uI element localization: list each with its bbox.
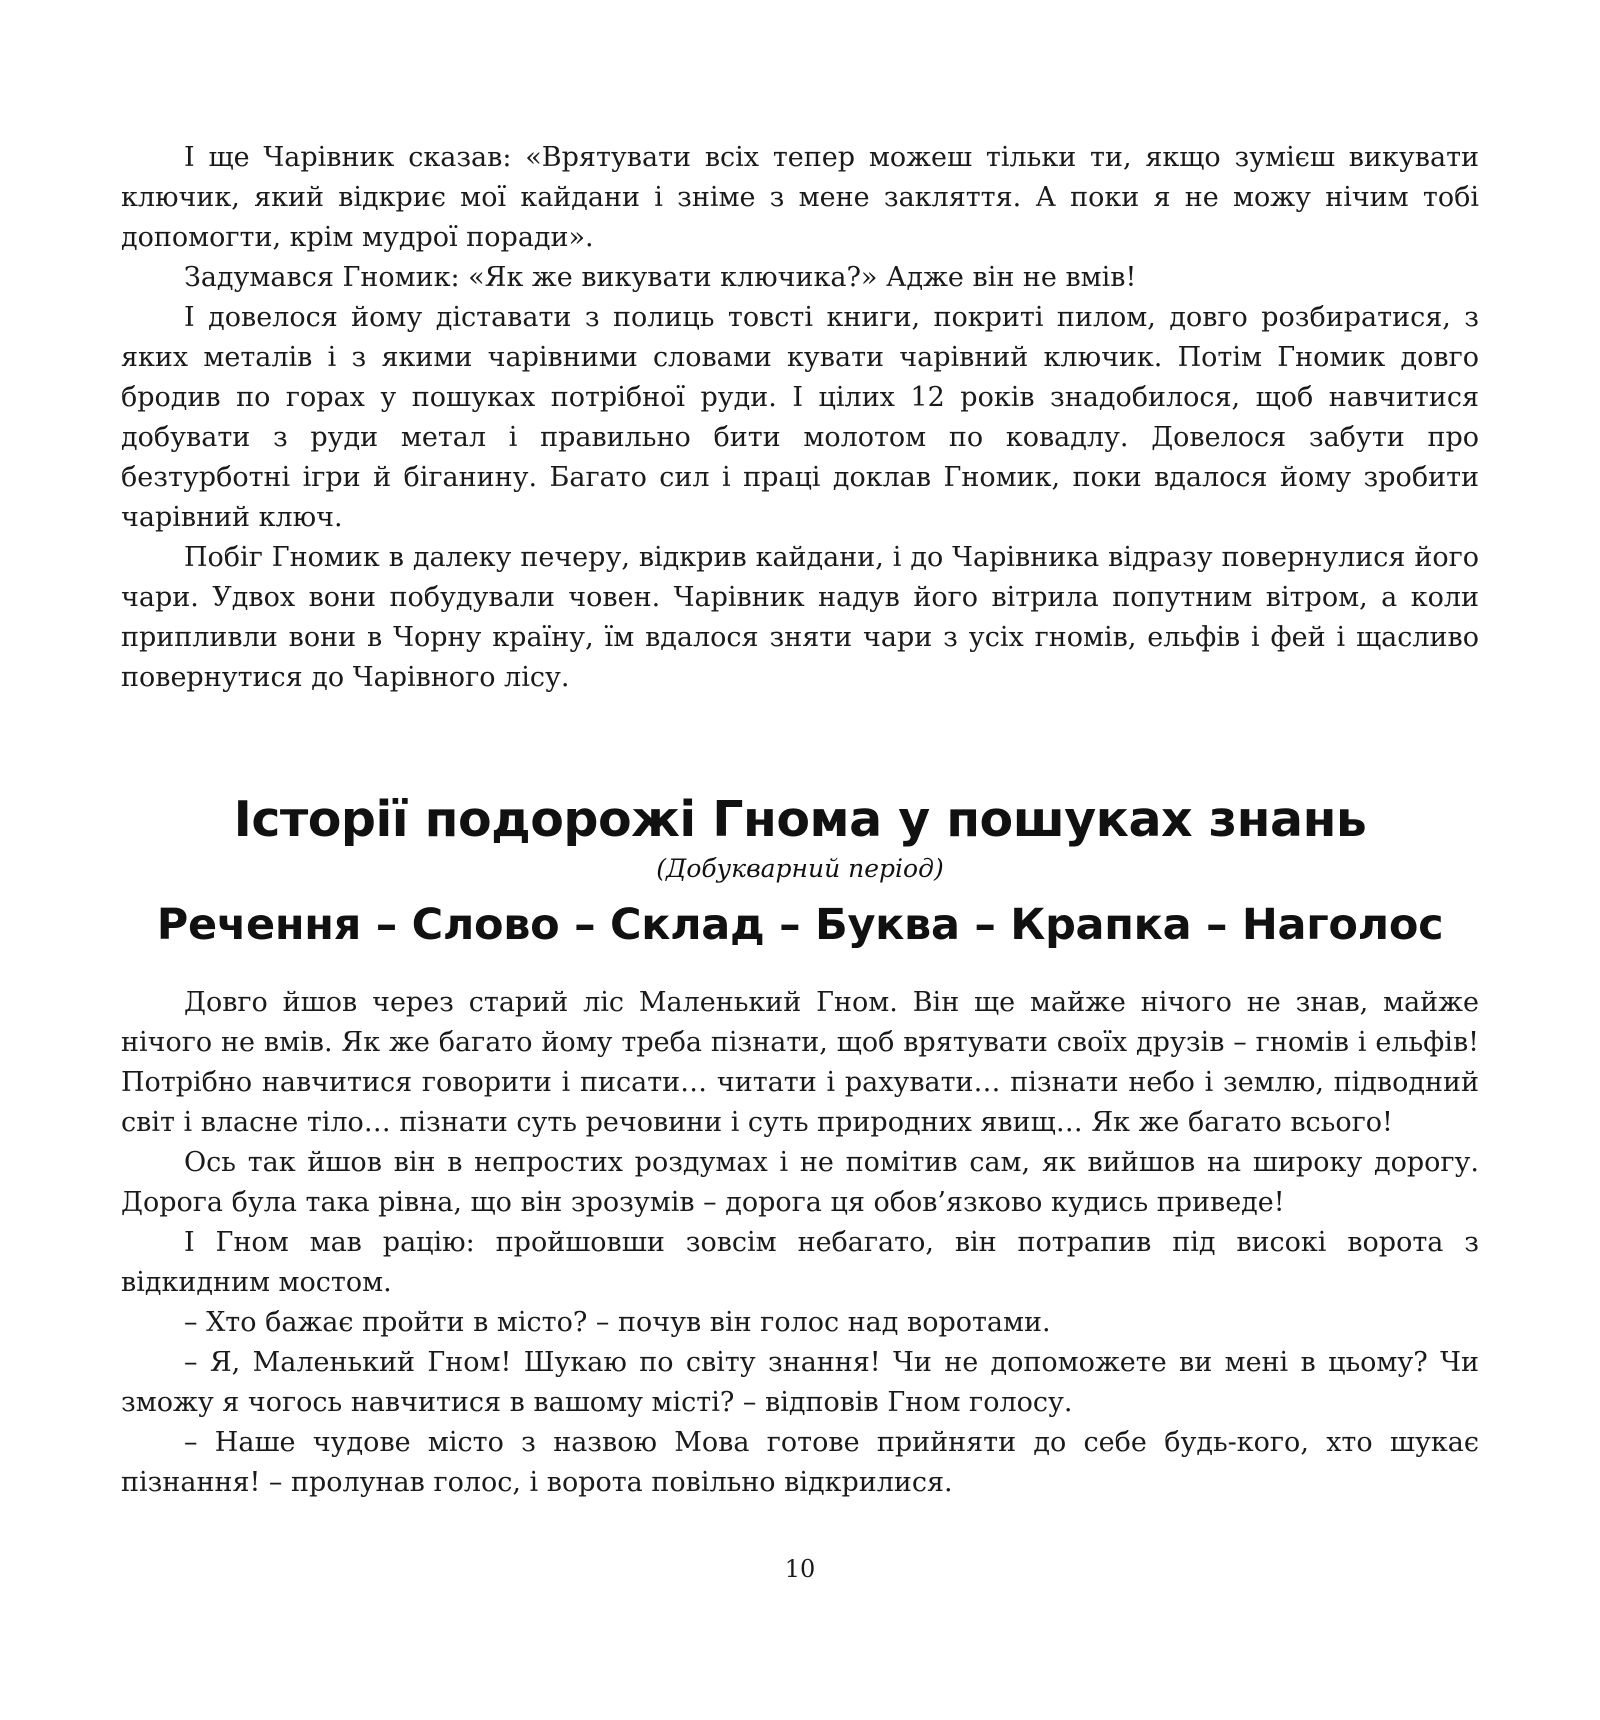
paragraph: Задумався Гномик: «Як же викувати ключика?» Адже він не вмів! — [184, 262, 1137, 293]
paragraph: – Хто бажає пройти в місто? – почув він голос над воротами. — [184, 1307, 1051, 1338]
story-text — [121, 983, 1479, 1503]
paragraph: Ось так йшов він в непростих роздумах і не помітив сам, як вийшов на широку дорогу. Дорога була така рівна, що він зрозумів – дорога ця обов’язково кудись приведе! — [121, 1147, 1479, 1218]
paragraph: Побіг Гномик в далеку печеру, відкрив кайдани, і до Чарівника відразу повернулися його чари. Удвох вони побудували човен. Чарівник надув його вітрила попутним вітром, а коли припливли вони в Чорну країну, їм вдалося зняти чари з усіх гномів, ельфів і фей і щасливо повернутися до Чарівного лісу. — [121, 542, 1479, 693]
paragraph: Довго йшов через старий ліс Маленький Гном. Він ще майже нічого не знав, майже нічого не вмів. Як же багато йому треба пізнати, щоб врятувати своїх друзів – гномів і ельфів! Потрібно навчитися говорити і писати… читати і рахувати… пізнати небо і землю, підводний світ і власне тіло… пізнати суть речовини і суть природних явищ… Як же багато всього! — [121, 987, 1479, 1138]
paragraph: І ще Чарівник сказав: «Врятувати всіх тепер можеш тільки ти, якщо зумієш викувати ключик, який відкриє мої кайдани і зніме з мене закляття. А поки я не можу нічим тобі допомогти, крім мудрої поради». — [121, 142, 1479, 253]
topics-heading: Речення – Слово – Склад – Буква – Крапка – Наголос — [156, 900, 1444, 950]
story-ending-text — [121, 138, 1479, 698]
paragraph: І довелося йому діставати з полиць товсті книги, покриті пилом, довго розбиратися, з яких металів і з якими чарівними словами кувати чарівний ключик. Потім Гномик довго бродив по горах у пошуках потрібної руди. І цілих 12 років знадобилося, щоб навчитися добувати з руди метал і правильно бити молотом по ковадлу. Довелося забути про безтурботні ігри й біганину. Багато сил і праці доклав Гномик, поки вдалося йому зробити чарівний ключ. — [121, 302, 1479, 533]
paragraph: – Наше чудове місто з назвою Мова готове прийняти до себе будь-кого, хто шукає пізнання! – пролунав голос, і ворота повільно відкрилися. — [121, 1427, 1479, 1498]
paragraph: І Гном мав рацію: пройшовши зовсім небагато, він потрапив під високі ворота з відкидним мостом. — [121, 1227, 1479, 1298]
page-number: 10 — [784, 1555, 816, 1583]
section-subtitle: (Добукварний період) — [656, 854, 944, 883]
section-title: Історії подорожі Гнома у пошуках знань — [233, 791, 1367, 848]
paragraph: – Я, Маленький Гном! Шукаю по світу знання! Чи не допоможете ви мені в цьому? Чи зможу я чогось навчитися в вашому місті? – відповів Гном голосу. — [121, 1347, 1479, 1418]
